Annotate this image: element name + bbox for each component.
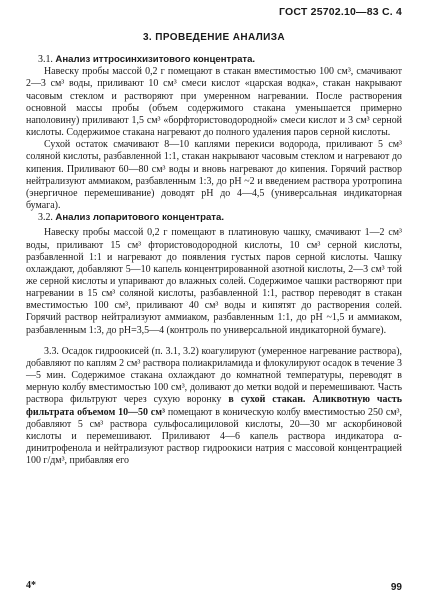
page-header: ГОСТ 25702.10—83 С. 4 bbox=[279, 6, 402, 18]
paragraph-text: 3.3. Осадок гидроокисей (п. 3.1, 3.2) коагулируют (умеренное нагревание раствора), добавляют по каплям 2 см³ раствора полиакриламида и флокулируют осадок в течение 3—5 мин. Содержимое стакана охлаждают до комнатной температуры, переводят в мерную колбу вместимостью 100 см³, доливают до метки водой и перемешивают. Часть раствора фильтруют через сухую воронку bbox=[26, 345, 402, 406]
paragraph: Навеску пробы массой 0,2 г помещают в стакан вместимостью 100 см³, смачивают 2—3 см³ воды, приливают 10 см³ смеси кислот «царская водка», стакан накрывают часовым стеклом и растворяют при умеренном нагревании. После растворения основной массы пробы (объем содержимого стакана уменьшается примерно наполовину) приливают 1,5 см³ «борфтористоводородной» смеси кислот и 3 см³ серной кислоты. Содержимое стакана нагревают до полного удаления паров серной кислоты. bbox=[26, 66, 402, 139]
section-title: 3. ПРОВЕДЕНИЕ АНАЛИЗА bbox=[142, 32, 286, 43]
paragraph: Навеску пробы массой 0,2 г помещают в платиновую чашку, смачивают 1—2 см³ воды, приливают 15 см³ фтористоводородной кислоты, 10 см³ серной кислоты, разбавленной 1:1 и нагревают до появления густых паров серной кислоты. Чашку охлаждают, добавляют 5—10 капель концентрированной азотной кислоты, 2—3 см³ той же серной кислоты и упаривают до влажных солей. Содержимое чашки растворяют при нагревании в 15 см³ соляной кислоты, разбавленной 1:1, раствор переводят в стакан вместимостью 100 см³, приливают 40 см³ воды и кипятят до растворения солей. Горячий раствор нейтрализуют аммиаком, разбавленным 1:1, до pH ~1,5 и аммиаком, разбавленным 1:3, до pH=3,5—4 (контроль по универсальной индикаторной бумаге). bbox=[26, 227, 402, 336]
paragraph: Сухой остаток смачивают 8—10 каплями перекиси водорода, приливают 5 см³ соляной кислоты, разбавленной 1:1, стакан накрывают часовым стеклом и нагревают до кипения. Приливают 60—80 см³ воды и вновь нагревают до кипения. Горячий раствор нейтрализуют аммиаком, разбавленным 1:3, до pH ~2 и введением раствора уротропина (энергичное перемешивание) доводят pH до 4—4,5 (универсальная индикаторная бумага). bbox=[26, 139, 402, 212]
subsection-3-1-heading bbox=[26, 54, 402, 66]
subsection-3-2-heading bbox=[26, 212, 402, 224]
subsection-heading: Анализ лопаритового концентрата. bbox=[55, 212, 225, 224]
paragraph-text: помещают в коническую колбу вместимостью 250 см³, добавляют 5 см³ раствора сульфосалициловой кислоты, 20—30 мг аскорбиновой кислоты и перемешивают. Приливают 4—6 капель раствора индикатора α-динитрофенола и нейтрализуют раствор гидроокиси натрия с массовой концентрацией 100 г/дм³, прибавляя его bbox=[26, 406, 402, 467]
subsection-number: 3.1. bbox=[38, 54, 53, 66]
emphasized-text: в сухой стакан. Аликвотную часть фильтрата объемом 10—50 см³ bbox=[26, 394, 403, 418]
page-number: 99 bbox=[390, 582, 402, 593]
footer-signature-mark: 4* bbox=[26, 580, 36, 591]
subsection-number: 3.2. bbox=[38, 212, 53, 224]
paragraph-3-3 bbox=[26, 346, 402, 468]
subsection-heading: Анализ иттросинхизитового концентрата. bbox=[55, 54, 256, 66]
document-body bbox=[26, 32, 402, 467]
